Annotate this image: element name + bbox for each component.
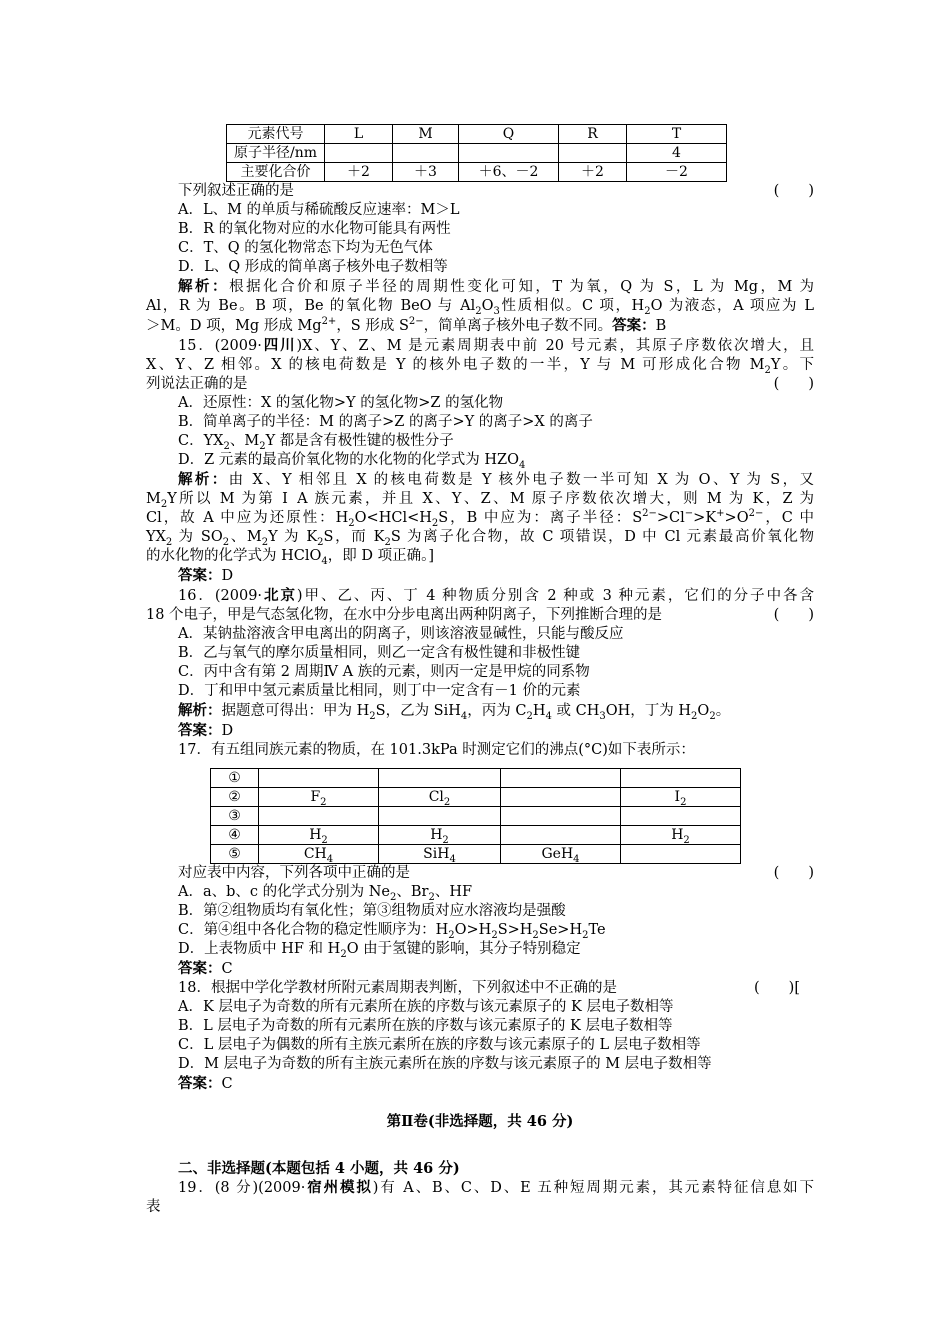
table-cell: ＋6、－2 (459, 163, 559, 182)
question-18: 18．根据中学化学教材所附元素周期表判断，下列叙述中不正确的是 ( )[ (178, 980, 800, 996)
analysis: ＞M。D 项，Mg 形成 $Mg^{2+}$，S 形成 $S^{2-}$，简单离子核外电子数不同。答案：B (146, 316, 667, 334)
option: C．丙中含有第 2 周期Ⅳ A 族的元素，则丙一定是甲烷的同系物 (178, 664, 590, 680)
table-cell: Q (459, 125, 559, 144)
option: A．某钠盐溶液含甲电离出的阴离子，则该溶液显碱性，只能与酸反应 (178, 626, 624, 642)
question-15: X、Y、Z 相邻。X 的核电荷数是 Y 的核外电子数的一半，Y 与 M 可形成化合物 $M_2Y$。下 (146, 357, 814, 376)
option: C．T、Q 的氢化物常态下均为无色气体 (178, 240, 433, 256)
analysis: 解析：根据化合价和原子半径的周期性变化可知，T 为氧，Q 为 S，L 为 Mg，M 为 (178, 278, 815, 295)
analysis: Cl，故 A 中应为还原性：$H_2O<HCl<H_2S$，B 中应为：离子半径：$S^{2-}>Cl^->K^+>O^{2-}$，C 中 (146, 508, 814, 529)
analysis: $M_2Y$所以 M 为第 Ⅰ A 族元素，并且 X、Y、Z、M 原子序数依次增大，则 M 为 K，Z 为 (146, 491, 814, 510)
option: C．$YX_2$、$M_2Y$ 都是含有极性键的极性分子 (178, 433, 454, 452)
table-row: ① (211, 769, 741, 788)
table-row: ③ (211, 807, 741, 826)
answer: 答案：D (178, 722, 234, 739)
question-19: 表 (146, 1199, 161, 1215)
question-stem: 下列叙述正确的是 ( ) (178, 183, 814, 199)
question-19: 19．(8 分)(2009·宿州模拟)有 A、B、C、D、E 五种短周期元素，其元素特征信息如下 (178, 1179, 814, 1196)
analysis: 解析：由 X、Y 相邻且 X 的核电荷数是 Y 核外电子数一半可知 X 为 O、Y 为 S，又 (178, 471, 814, 488)
table-cell: －2 (627, 163, 727, 182)
answer: 答案：C (178, 960, 233, 977)
option: D．L、Q 形成的简单离子核外电子数相等 (178, 259, 448, 275)
option: B．第②组物质均有氧化性；第③组物质对应水溶液均是强酸 (178, 903, 566, 919)
answer-blank: ( ) (773, 183, 814, 199)
table-cell: ＋2 (325, 163, 393, 182)
content (146, 124, 814, 1217)
option: B．L 层电子为奇数的所有元素所在族的序数与该元素原子的 K 层电子数相等 (178, 1018, 673, 1034)
option: D．M 层电子为奇数的所有主族元素所在族的序数与该元素原子的 M 层电子数相等 (178, 1056, 712, 1072)
table-cell: M (393, 125, 459, 144)
table-row: ② $F_2$ $Cl_2$ $I_2$ (211, 788, 741, 807)
boiling-point-table (210, 768, 741, 864)
table-row: ⑤ $CH_4$ SiH$_4$ GeH$_4$ (211, 845, 741, 864)
analysis: $YX_2$ 为 $SO_2$、$M_2Y$ 为 $K_2S$，而 $K_2S$ 为离子化合物，故 C 项错误，D 中 Cl 元素最高价氧化物 (146, 529, 815, 548)
question-15: 15．(2009·四川)X、Y、Z、M 是元素周期表中前 20 号元素，其原子序数依次增大，且 (178, 337, 815, 354)
option: B．简单离子的半径：M 的离子>Z 的离子>Y 的离子>X 的离子 (178, 414, 593, 430)
question-17: 17．有五组同族元素的物质，在 101.3kPa 时测定它们的沸点(°C)如下表所示： (178, 742, 695, 758)
table-cell (559, 144, 627, 163)
question-stem: 对应表中内容，下列各项中正确的是 ( ) (178, 865, 814, 881)
option: B．乙与氧气的摩尔质量相同，则乙一定含有极性键和非极性键 (178, 645, 581, 661)
option: B．R 的氧化物对应的水化物可能具有两性 (178, 221, 451, 237)
table-row (227, 125, 727, 144)
table-cell: 原子半径/nm (227, 144, 325, 163)
table-cell (459, 144, 559, 163)
question-stem: 列说法正确的是 ( ) (146, 376, 814, 392)
table-cell: 主要化合价 (227, 163, 325, 182)
question-16: 16．(2009·北京)甲、乙、丙、丁 4 种物质分别含 2 种或 3 种元素，它们的分子中各含 (178, 587, 814, 604)
table-cell (325, 144, 393, 163)
section-title: 第Ⅱ卷(非选择题，共 46 分) (386, 1113, 574, 1130)
table-cell: ＋3 (393, 163, 459, 182)
option: A．a、b、c 的化学式分别为 $Ne_2$、$Br_2$、HF (178, 884, 473, 903)
table-cell: ＋2 (559, 163, 627, 182)
table-cell: 元素代号 (227, 125, 325, 144)
table-row (227, 163, 727, 182)
option: A．K 层电子为奇数的所有元素所在族的序数与该元素原子的 K 层电子数相等 (178, 999, 674, 1015)
answer: 答案：D (178, 567, 234, 584)
option: C．第④组中各化合物的稳定性顺序为：$H_2O>H_2S>H_2Se>H_2Te$ (178, 922, 606, 941)
table-cell (393, 144, 459, 163)
table-row (227, 144, 727, 163)
table-cell: R (559, 125, 627, 144)
table-cell: T (627, 125, 727, 144)
table-row: ④ $H_2$ $H_2$ $H_2$ (211, 826, 741, 845)
element-table (226, 124, 727, 182)
question-stem: 18 个电子，甲是气态氢化物，在水中分步电离出两种阴离子，下列推断合理的是 ( ) (146, 607, 814, 623)
option: A．还原性：X 的氢化物>Y 的氢化物>Z 的氢化物 (178, 395, 504, 411)
part-heading: 二、非选择题(本题包括 4 小题，共 46 分) (178, 1160, 460, 1177)
table-cell: 4 (627, 144, 727, 163)
option: A．L、M 的单质与稀硫酸反应速率：M＞L (178, 202, 460, 218)
option: D．上表物质中 HF 和 $H_2O$ 由于氢键的影响，其分子特别稳定 (178, 941, 581, 960)
answer: 答案：C (178, 1075, 233, 1092)
option: C．L 层电子为偶数的所有主族元素所在族的序数与该元素原子的 L 层电子数相等 (178, 1037, 701, 1053)
analysis: Al，R 为 Be。B 项，Be 的氧化物 BeO 与 $Al_2O_3$性质相似。C 项，$H_2O$ 为液态，A 项应为 L (146, 298, 814, 317)
option: D．Z 元素的最高价氧化物的水化物的化学式为 $HZO_4$ (178, 452, 526, 471)
analysis: 的水化物的化学式为 HClO$_4$，即 D 项正确。] (146, 548, 435, 567)
analysis: 解析：据题意可得出：甲为 $H_2S$，乙为 SiH$_4$，丙为 $C_2H_4$ 或 $CH_3OH$，丁为 $H_2O_2$。 (178, 702, 731, 722)
option: D．丁和甲中氢元素质量比相同，则丁中一定含有－1 价的元素 (178, 683, 581, 699)
table-cell: L (325, 125, 393, 144)
